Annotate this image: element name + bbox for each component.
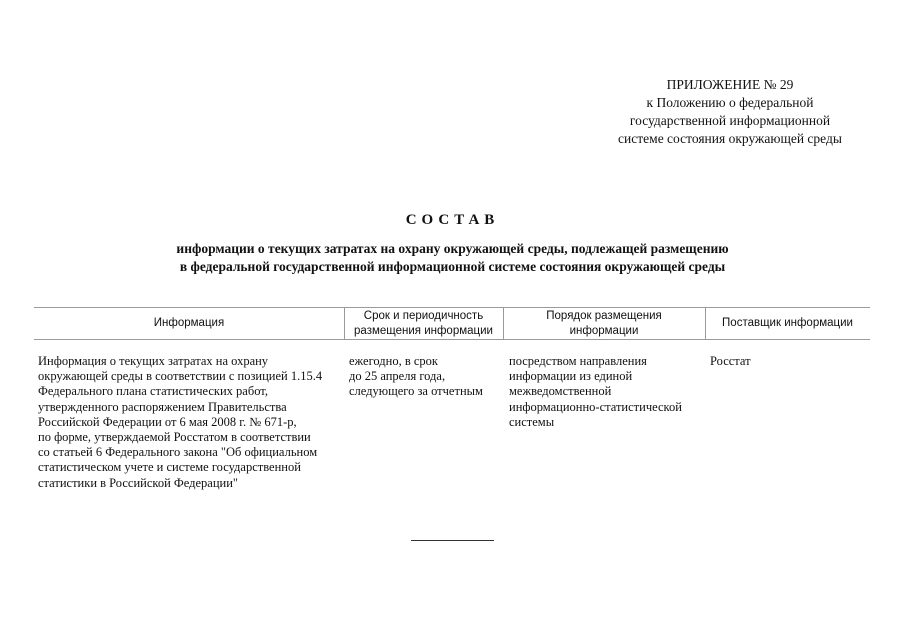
cell-line: системы [509,414,555,429]
appendix-number: ПРИЛОЖЕНИЕ № 29 [666,77,794,92]
document-subtitle [0,240,905,276]
header-text: Информация [153,317,225,329]
appendix-line: государственной информационной [629,113,831,128]
appendix-header [600,76,860,148]
cell-line: межведомственной [509,384,612,399]
cell-line: утвержденного распоряжением Правительства [38,399,287,414]
table-top-rule [34,307,870,308]
header-text: информации [569,325,639,337]
end-rule [411,540,494,541]
cell-line: информационно-статистической [509,399,682,414]
header-text: Поставщик информации [722,317,853,329]
column-header-info [34,316,344,331]
subtitle-line: информации о текущих затратах на охрану окружающей среды, подлежащей размещению [176,241,729,256]
appendix-line: к Положению о федеральной [646,95,814,110]
cell-line: Росстат [710,354,751,368]
cell-line: посредством направления [509,354,647,368]
cell-line: по форме, утверждаемой Росстатом в соответствии [38,430,311,445]
column-header-term [344,309,503,339]
cell-line: ежегодно, в срок [349,354,438,368]
document-title: СОСТАВ [405,212,500,228]
cell-provider [710,354,866,369]
column-header-provider [705,316,870,331]
cell-term [349,354,499,400]
cell-line: информации из единой [509,369,633,384]
header-text: Срок и периодичность [363,310,484,322]
appendix-line: системе состояния окружающей среды [618,131,842,146]
cell-info [38,354,340,491]
cell-line: со статьей 6 Федерального закона "Об официальном [38,445,318,460]
cell-line: следующего за отчетным [349,384,483,399]
header-text: Порядок размещения [546,310,662,322]
cell-procedure [509,354,701,430]
header-text: размещения информации [354,325,493,337]
cell-line: до 25 апреля года, [349,369,446,384]
subtitle-line: в федеральной государственной информационной системе состояния окружающей среды [179,259,726,274]
cell-line: Информация о текущих затратах на охрану [38,354,269,368]
cell-line: Федерального плана статистических работ, [38,384,268,399]
column-header-procedure [503,309,705,339]
cell-line: Российской Федерации от 6 мая 2008 г. № 671-р, [38,414,297,429]
cell-line: статистическом учете и системе государственной [38,460,301,475]
table-header-rule [34,339,870,340]
cell-line: статистики в Российской Федерации" [38,475,239,490]
cell-line: окружающей среды в соответствии с позицией 1.15.4 [38,369,323,384]
